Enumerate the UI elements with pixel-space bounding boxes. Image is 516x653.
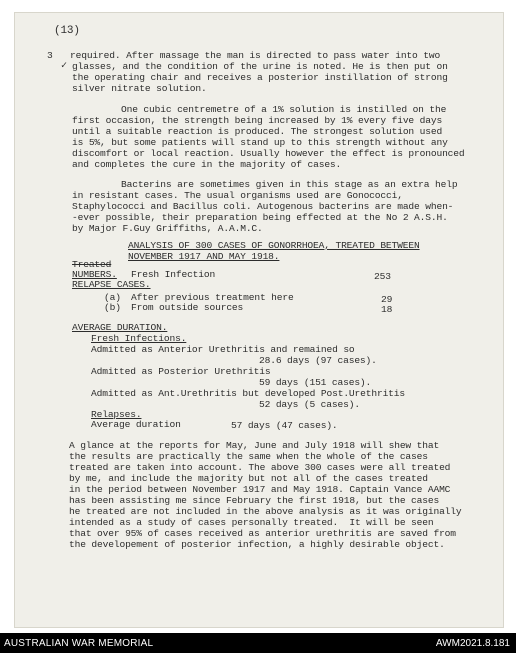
paragraph-3-line: by Major F.Guy Griffiths, A.A.M.C. bbox=[72, 223, 263, 234]
relapse-b-text: From outside sources bbox=[131, 302, 244, 313]
paragraph-2-line: discomfort or local reaction. Usually however the effect is pronounced bbox=[72, 148, 465, 159]
paragraph-1-line: required. After massage the man is directed to pass water into two bbox=[70, 50, 441, 61]
average-duration-heading: AVERAGE DURATION. bbox=[72, 322, 168, 333]
posterior-line: Admitted as Posterior Urethritis bbox=[91, 366, 271, 377]
footer-reference: AWM2021.8.181 bbox=[435, 638, 510, 649]
paragraph-4-line: the developement of posterior infection, a highly desirable object. bbox=[69, 539, 445, 550]
paragraph-4-line: A glance at the reports for May, June and July 1918 will shew that bbox=[69, 440, 440, 451]
relapse-cases-label: RELAPSE CASES. bbox=[72, 279, 151, 290]
paragraph-2-line: first occasion, the strength being increased by 1% every five days bbox=[72, 115, 443, 126]
average-duration-value: 57 days (47 cases). bbox=[231, 420, 338, 431]
relapse-a-value: 29 bbox=[381, 294, 393, 305]
paragraph-4-line: he treated are not included in the above analysis as it was originally bbox=[69, 506, 462, 517]
paragraph-1-line: silver nitrate solution. bbox=[72, 83, 207, 94]
anterior-result: 28.6 days (97 cases). bbox=[259, 355, 377, 366]
ant-post-line: Admitted as Ant.Urethritis but developed Post.Urethritis bbox=[91, 388, 406, 399]
ant-post-result: 52 days (5 cases). bbox=[259, 399, 360, 410]
paragraph-3-line: Bacterins are sometimes given in this stage as an extra help bbox=[121, 179, 458, 190]
paragraph-2-line: until a suitable reaction is produced. The strongest solution used bbox=[72, 126, 443, 137]
paragraph-2-line: and completes the cure in the majority of cases. bbox=[72, 159, 342, 170]
paragraph-4-line: that over 95% of cases received as anterior urethritis are saved from bbox=[69, 528, 456, 539]
relapse-b-letter: (b) bbox=[104, 302, 121, 313]
paragraph-4-line: intended as a study of cases personally treated. It will be seen bbox=[69, 517, 434, 528]
relapse-b-value: 18 bbox=[381, 304, 393, 315]
paragraph-2-line: One cubic centremetre of a 1% solution is instilled on the bbox=[121, 104, 447, 115]
relapses-heading: Relapses. bbox=[91, 409, 142, 420]
paragraph-3-line: Staphylococci and Bacillus coli. Autogenous bacterins are made when- bbox=[72, 201, 454, 212]
paragraph-3-line: -ever possible, their preparation being effected at the No 2 A.S.H. bbox=[72, 212, 448, 223]
margin-tick-mark: ✓ bbox=[61, 61, 67, 72]
relapse-a-text: After previous treatment here bbox=[131, 292, 294, 303]
paragraph-4-line: the results are practically the same when the whole of the cases bbox=[69, 451, 428, 462]
paragraph-1-line: the operating chair and receives a posterior instillation of strong bbox=[72, 72, 448, 83]
paragraph-4-line: treated are taken into account. The above 300 cases were all treated bbox=[69, 462, 451, 473]
paragraph-4-line: has been assisting me since February the first 1918, but the cases bbox=[69, 495, 440, 506]
margin-mark: 3 bbox=[47, 50, 53, 61]
paragraph-3-line: in resistant cases. The usual organisms used are Gonococci, bbox=[72, 190, 403, 201]
anterior-line: Admitted as Anterior Urethritis and remained so bbox=[91, 344, 355, 355]
archive-footer bbox=[0, 633, 516, 653]
struck-word: Treated bbox=[72, 259, 112, 270]
paragraph-4-line: by me, and include the majority but not all of the cases treated bbox=[69, 473, 428, 484]
relapse-a-letter: (a) bbox=[104, 292, 121, 303]
paragraph-4-line: in the period between November 1917 and May 1918. Captain Vance AAMC bbox=[69, 484, 451, 495]
analysis-title-line: ANALYSIS OF 300 CASES OF GONORRHOEA, TREATED BETWEEN bbox=[128, 240, 420, 251]
fresh-infection-label: Fresh Infection bbox=[131, 269, 216, 280]
fresh-infection-value: 253 bbox=[374, 271, 391, 282]
fresh-infections-heading: Fresh Infections. bbox=[91, 333, 187, 344]
numbers-label: NUMBERS. bbox=[72, 269, 117, 280]
footer-institution: AUSTRALIAN WAR MEMORIAL bbox=[4, 638, 154, 649]
posterior-result: 59 days (151 cases). bbox=[259, 377, 372, 388]
average-duration-label: Average duration bbox=[91, 419, 181, 430]
page-number: (13) bbox=[54, 25, 80, 37]
paragraph-1-line: glasses, and the condition of the urine is noted. He is then put on bbox=[72, 61, 448, 72]
paragraph-2-line: is 5%, but some patients will stand up to this strength without any bbox=[72, 137, 448, 148]
document-page bbox=[14, 12, 504, 628]
analysis-title-line: NOVEMBER 1917 AND MAY 1918. bbox=[128, 251, 280, 262]
